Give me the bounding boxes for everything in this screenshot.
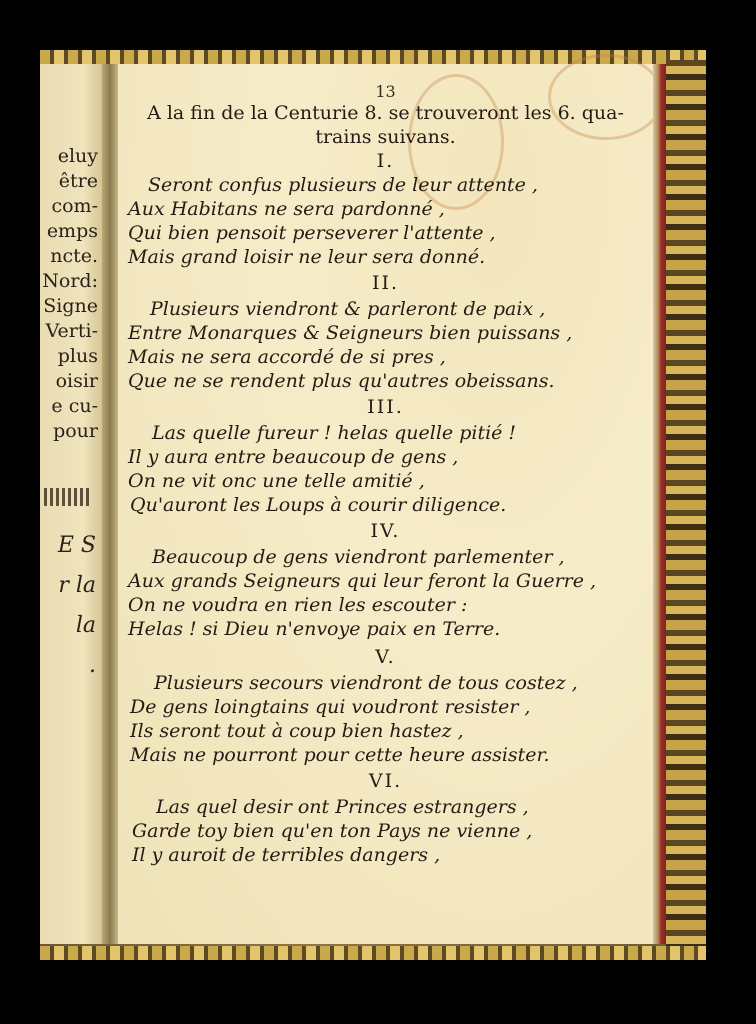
verse-line: On ne voudra en rien les escouter : (128, 594, 468, 616)
printer-ornament (44, 488, 92, 506)
left-fragment: r la (58, 573, 96, 598)
verse-line: Mais ne pourront pour cette heure assister. (130, 744, 550, 766)
left-fragment: ncte. (50, 245, 98, 267)
page-text (118, 64, 653, 944)
left-fragment: la (75, 613, 96, 638)
verse-line: De gens loingtains qui voudront resister , (130, 696, 531, 718)
page-number: 13 (375, 82, 396, 101)
verse-line: On ne vit onc une telle amitié , (128, 470, 425, 492)
verse-line: Helas ! si Dieu n'envoye paix en Terre. (128, 618, 501, 640)
verse-line: Beaucoup de gens viendront parlementer , (152, 546, 565, 568)
book (40, 50, 706, 960)
left-page-text-lower (40, 526, 102, 686)
left-fragment: e cu- (51, 395, 98, 417)
left-fragment: Verti- (45, 320, 98, 342)
verse-line: Ils seront tout à coup bien hastez , (130, 720, 464, 742)
quatrain-numeral: III. (367, 396, 404, 418)
quatrain-numeral: VI. (368, 770, 403, 792)
left-fragment: com- (51, 195, 98, 217)
gutter (102, 64, 118, 944)
verse-line: Garde toy bien qu'en ton Pays ne vienne , (132, 820, 533, 842)
left-fragment: pour (53, 420, 98, 442)
gilt-fore-edge (666, 60, 706, 950)
verse-line: Qu'auront les Loups à courir diligence. (130, 494, 507, 516)
left-fragment: . (89, 653, 96, 678)
verse-line: Que ne se rendent plus qu'autres obeissans. (128, 370, 555, 392)
left-page-text (40, 144, 102, 444)
verse-line: Seront confus plusieurs de leur attente , (148, 174, 538, 196)
quatrain-numeral: V. (375, 646, 396, 668)
verse-line: Las quel desir ont Princes estrangers , (156, 796, 529, 818)
verse-line: Il y auroit de terribles dangers , (132, 844, 441, 866)
verse-line: Plusieurs secours viendront de tous costez , (154, 672, 578, 694)
verse-line: Mais grand loisir ne leur sera donné. (128, 246, 486, 268)
verse-line: Il y aura entre beaucoup de gens , (128, 446, 459, 468)
quatrain-numeral: II. (371, 272, 400, 294)
left-fragment: oisir (55, 370, 98, 392)
left-fragment: Nord: (42, 270, 98, 292)
verse-line: Entre Monarques & Seigneurs bien puissans , (128, 322, 573, 344)
verse-line: Mais ne sera accordé de si pres , (128, 346, 446, 368)
left-fragment: plus (57, 345, 98, 367)
page-edge (653, 64, 666, 944)
quatrain-numeral: IV. (370, 520, 401, 542)
left-fragment: E S (57, 533, 96, 558)
verse-line: Qui bien pensoit perseverer l'attente , (128, 222, 496, 244)
verse-line: Aux Habitans ne sera pardonné , (128, 198, 445, 220)
left-fragment: emps (46, 220, 98, 242)
left-page (40, 64, 102, 944)
left-fragment: eluy (57, 145, 98, 167)
verse-line: Las quelle fureur ! helas quelle pitié ! (152, 422, 517, 444)
heading-line-2: trains suivans. (315, 126, 456, 148)
verse-line: Aux grands Seigneurs qui leur feront la Guerre , (128, 570, 597, 592)
left-fragment: être (58, 170, 98, 192)
verse-line: Plusieurs viendront & parleront de paix , (150, 298, 546, 320)
gilt-bottom-edge (40, 946, 706, 960)
quatrain-numeral: I. (376, 150, 395, 172)
left-fragment: Signe (43, 295, 98, 317)
heading-line-1: A la fin de la Centurie 8. se trouveront les 6. qua- (147, 102, 624, 124)
